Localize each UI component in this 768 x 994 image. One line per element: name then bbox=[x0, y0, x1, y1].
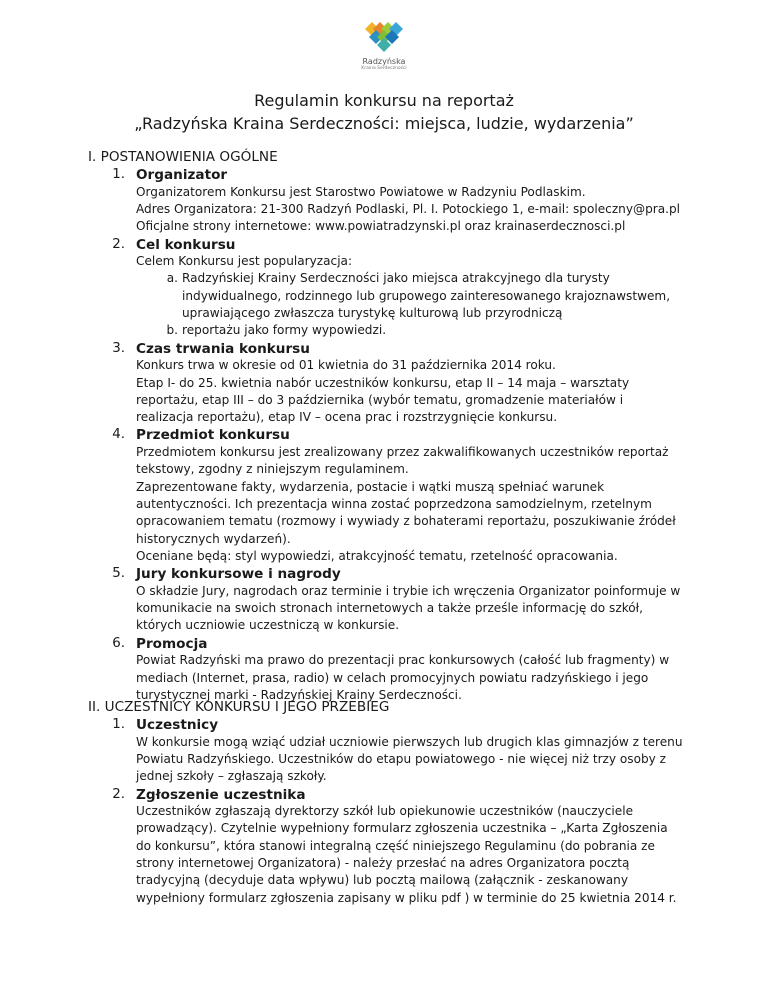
section-1-item-number: 3. bbox=[112, 340, 125, 356]
section-2-item-text-line: Uczestników zgłaszają dyrektorzy szkół lub opiekunowie uczestników (nauczyciele bbox=[136, 804, 634, 819]
section-1-subitem-text-line: indywidualnego, rodzinnego lub grupowego zainteresowanego krajoznawstwem, bbox=[182, 288, 671, 303]
section-2-item-heading: Zgłoszenie uczestnika bbox=[136, 786, 306, 803]
section-1-item-text-line: historycznych wydarzeń). bbox=[136, 531, 291, 546]
section-2-item-number: 1. bbox=[112, 717, 125, 732]
section-1-item-number: 1. bbox=[112, 167, 125, 182]
section-2-item-text-line: wypełniony formularz zgłoszenia zapisany w pliku pdf ) w terminie do 25 kwietnia 2014 r. bbox=[136, 890, 677, 905]
section-2-item-text-line: Powiatu Radzyńskiego. Uczestników do etapu powiatowego - nie więcej niż trzy osoby z bbox=[136, 751, 667, 766]
section-1-subitem-text-line: reportażu jako formy wypowiedzi. bbox=[182, 323, 387, 338]
section-2-item-text-line: W konkursie mogą wziąć udział uczniowie pierwszych lub drugich klas gimnazjów z terenu bbox=[136, 734, 683, 749]
section-1-subitem-letter: b. bbox=[166, 323, 178, 338]
section-1-item-text-line: opracowaniem tematu (rozmowy i wywiady z bohaterami reportażu, poszukiwanie źródeł bbox=[136, 514, 676, 529]
section-1-subitem-text-line: Radzyńskiej Krainy Serdeczności jako miejsca atrakcyjnego dla turysty bbox=[182, 271, 610, 286]
section-1-item-text-line: Zaprezentowane fakty, wydarzenia, postacie i wątki muszą spełniać warunek bbox=[136, 479, 605, 494]
section-1-item-text-line: autentyczności. Ich prezentacja winna zostać poprzedzona samodzielnym, rzetelnym bbox=[136, 496, 652, 511]
section-1-item-text-line: reportażu, etap III – do 3 października (wybór tematu, gromadzenie materiałów i bbox=[136, 392, 624, 407]
section-2-item-heading: Uczestnicy bbox=[136, 717, 219, 733]
section-1-item-text-line: Przedmiotem konkursu jest zrealizowany przez zakwalifikowanych uczestników reportaż bbox=[136, 445, 669, 459]
section-1-item-number: 4. bbox=[112, 427, 125, 443]
document-title-line-1: Regulamin konkursu na reportaż bbox=[254, 91, 514, 110]
section-1-item-text-line: Oficjalne strony internetowe: www.powiatradzynski.pl oraz krainaserdecznosci.pl bbox=[136, 219, 626, 234]
section-1-subitem-letter: a. bbox=[166, 271, 178, 286]
section-1-item-text-line: Etap I- do 25. kwietnia nabór uczestników konkursu, etap II – 14 maja – warsztaty bbox=[136, 375, 630, 390]
section-1-item-text-line: turystycznej marki - Radzyńskiej Krainy Serdeczności. bbox=[136, 687, 462, 702]
section-1-item-text-line: realizacja reportażu), etap IV – ocena prac i rozstrzygnięcie konkursu. bbox=[136, 410, 558, 425]
section-2-item-number: 2. bbox=[112, 786, 125, 802]
section-1-item-number: 2. bbox=[112, 236, 125, 252]
section-2-item-text-line: do konkursu”, która stanowi integralną część niniejszego Regulaminu (do pobrania ze bbox=[136, 838, 655, 853]
section-1-item-text-line: O składzie Jury, nagrodach oraz terminie i trybie ich wręczenia Organizator poinformuje w bbox=[136, 583, 681, 598]
section-1-subitem-text-line: uprawiającego zwłaszcza turystykę kulturową lub przyrodniczą bbox=[182, 306, 563, 320]
section-1-item-text-line: tekstowy, zgodny z niniejszym regulaminem. bbox=[136, 462, 409, 477]
section-1-item-number: 5. bbox=[112, 566, 125, 582]
section-2-item-text-line: tradycyjną (decyduje data wpływu) lub pocztą mailową (załącznik - zeskanowany bbox=[136, 873, 628, 888]
document-title-line-2: „Radzyńska Kraina Serdeczności: miejsca, ludzie, wydarzenia” bbox=[134, 114, 634, 133]
section-2-item-text-line: strony internetowej Organizatora) - należy przesłać na adres Organizatora pocztą bbox=[136, 856, 630, 870]
section-2-item-text-line: prowadzący). Czytelnie wypełniony formularz zgłoszenia uczestnika – „Karta Zgłoszenia bbox=[136, 821, 668, 836]
section-1-item-heading: Organizator bbox=[136, 167, 228, 183]
logo bbox=[346, 20, 422, 72]
heart-logo-icon bbox=[363, 20, 405, 56]
section-1-item-text-line: Konkurs trwa w okresie od 01 kwietnia do 31 października 2014 roku. bbox=[136, 358, 556, 373]
section-1-item-text-line: Celem Konkursu jest popularyzacja: bbox=[136, 254, 353, 269]
section-1-item-text-line: Oceniane będą: styl wypowiedzi, atrakcyjność tematu, rzetelność opracowania. bbox=[136, 548, 618, 563]
section-1-item-heading: Cel konkursu bbox=[136, 236, 236, 253]
section-1-item-text-line: mediach (Internet, prasa, radio) w celach promocyjnych powiatu radzyńskiego i jego bbox=[136, 670, 649, 685]
section-1-item-heading: Przedmiot konkursu bbox=[136, 427, 290, 444]
section-1-item-heading: Jury konkursowe i nagrody bbox=[136, 566, 341, 583]
section-1-item-heading: Czas trwania konkursu bbox=[136, 340, 310, 357]
logo-subtitle: Kraina Serdeczności bbox=[361, 66, 407, 71]
section-1-item-number: 6. bbox=[112, 635, 125, 651]
section-2-heading: II. UCZESTNICY KONKURSU I JEGO PRZEBIEG bbox=[88, 699, 390, 715]
section-1-item-text-line: których uczniowie uczestniczą w konkursie. bbox=[136, 618, 400, 633]
section-1-item-text-line: Adres Organizatora: 21-300 Radzyń Podlaski, Pl. I. Potockiego 1, e-mail: spoleczny@pra.pl bbox=[136, 201, 681, 216]
section-1-item-text-line: Powiat Radzyński ma prawo do prezentacji prac konkursowych (całość lub fragmenty) w bbox=[136, 653, 670, 668]
section-2-item-text-line: jednej szkoły – zgłaszają szkoły. bbox=[136, 769, 327, 784]
section-1-heading: I. POSTANOWIENIA OGÓLNE bbox=[88, 149, 278, 165]
section-1-item-text-line: komunikacie na swoich stronach internetowych a także prześle informację do szkół, bbox=[136, 601, 643, 615]
logo-name: Radzyńska bbox=[362, 57, 406, 66]
section-1-item-text-line: Organizatorem Konkursu jest Starostwo Powiatowe w Radzyniu Podlaskim. bbox=[136, 184, 586, 199]
section-1-item-heading: Promocja bbox=[136, 635, 208, 652]
